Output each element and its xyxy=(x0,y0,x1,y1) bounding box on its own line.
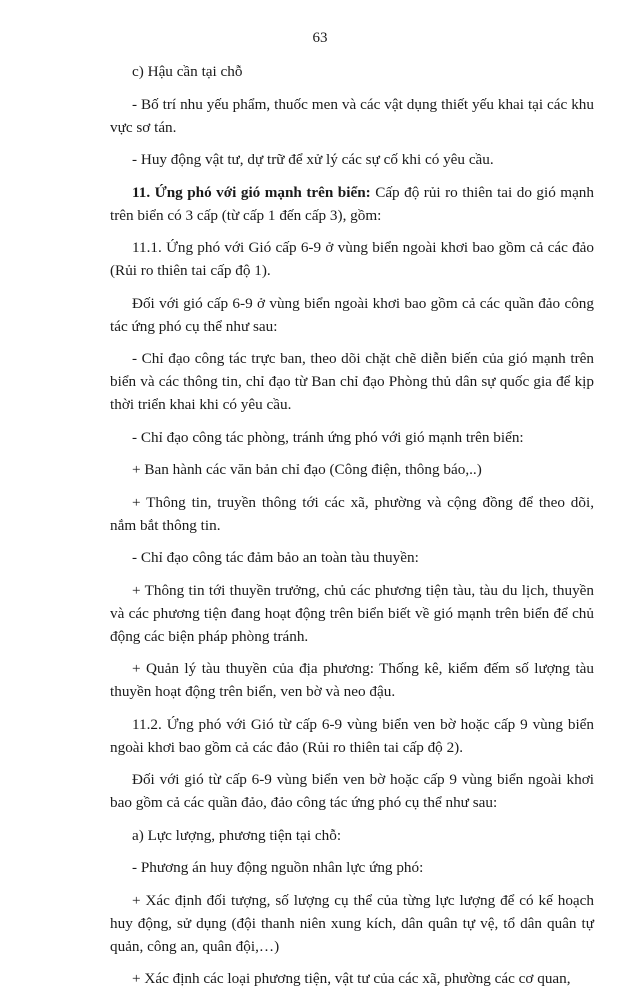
paragraph: a) Lực lượng, phương tiện tại chỗ: xyxy=(132,826,342,844)
section-11-paragraph xyxy=(110,181,594,227)
paragraph: + Xác định các loại phương tiện, vật tư của các xã, phường các cơ quan, xyxy=(132,970,571,987)
paragraph: - Phương án huy động nguồn nhân lực ứng phó: xyxy=(132,859,424,876)
paragraph: Đối với gió cấp 6-9 ở vùng biển ngoài khơi bao gồm cả các quần đảo công tác ứng phó cụ thể như sau: xyxy=(110,294,594,335)
paragraph: - Huy động vật tư, dự trữ để xử lý các sự cố khi có yêu cầu. xyxy=(132,151,494,168)
paragraph: + Xác định đối tượng, số lượng cụ thể của từng lực lượng để có kế hoạch huy động, sử dụng (đội thanh niên xung kích, dân quân tự vệ, tổ dân quân tự quản, công an, quân đội,…) xyxy=(110,891,594,955)
paragraph: - Bố trí nhu yếu phẩm, thuốc men và các vật dụng thiết yếu khai tại các khu vực sơ tán. xyxy=(110,95,594,136)
paragraph: + Ban hành các văn bản chỉ đạo (Công điện, thông báo,..) xyxy=(132,461,482,478)
paragraph: - Chỉ đạo công tác trực ban, theo dõi chặt chẽ diễn biến của gió mạnh trên biển và các thông tin, chỉ đạo từ Ban chỉ đạo Phòng thủ dân sự quốc gia để kịp thời triển khai khi có yêu cầu. xyxy=(110,350,594,413)
paragraph: - Chỉ đạo công tác phòng, tránh ứng phó với gió mạnh trên biển: xyxy=(132,428,524,446)
section-11-heading: 11. Ứng phó với gió mạnh trên biển: xyxy=(132,183,371,201)
paragraph: + Quản lý tàu thuyền của địa phương: Thống kê, kiểm đếm số lượng tàu thuyền hoạt động trên biển, ven bờ và neo đậu. xyxy=(110,660,594,700)
document-body xyxy=(110,60,594,1000)
paragraph: - Chỉ đạo công tác đảm bảo an toàn tàu thuyền: xyxy=(132,549,419,566)
paragraph: 11.2. Ứng phó với Gió từ cấp 6-9 vùng biển ven bờ hoặc cấp 9 vùng biển ngoài khơi bao gồm cả các đảo (Rủi ro thiên tai cấp độ 2). xyxy=(110,715,594,756)
paragraph: Đối với gió từ cấp 6-9 vùng biển ven bờ hoặc cấp 9 vùng biển ngoài khơi bao gồm cả các quần đảo, đảo công tác ứng phó cụ thể như sau: xyxy=(110,771,594,811)
paragraph: c) Hậu cần tại chỗ xyxy=(132,63,243,80)
paragraph: + Thông tin, truyền thông tới các xã, phường và cộng đồng để theo dõi, nắm bắt thông tin. xyxy=(110,493,594,534)
paragraph: 11.1. Ứng phó với Gió cấp 6-9 ở vùng biển ngoài khơi bao gồm cả các đảo (Rủi ro thiên tai cấp độ 1). xyxy=(110,239,594,279)
paragraph: + Thông tin tới thuyền trưởng, chủ các phương tiện tàu, tàu du lịch, thuyền và các phương tiện đang hoạt động trên biển biết về gió mạnh trên biển để chủ động các biện pháp phòng tránh. xyxy=(110,581,594,645)
section-11-text: Cấp độ rủi ro thiên tai do gió mạnh trên biển có 3 cấp (từ cấp 1 đến cấp 3), gồm: xyxy=(110,183,594,224)
page-number: 63 xyxy=(312,30,328,46)
